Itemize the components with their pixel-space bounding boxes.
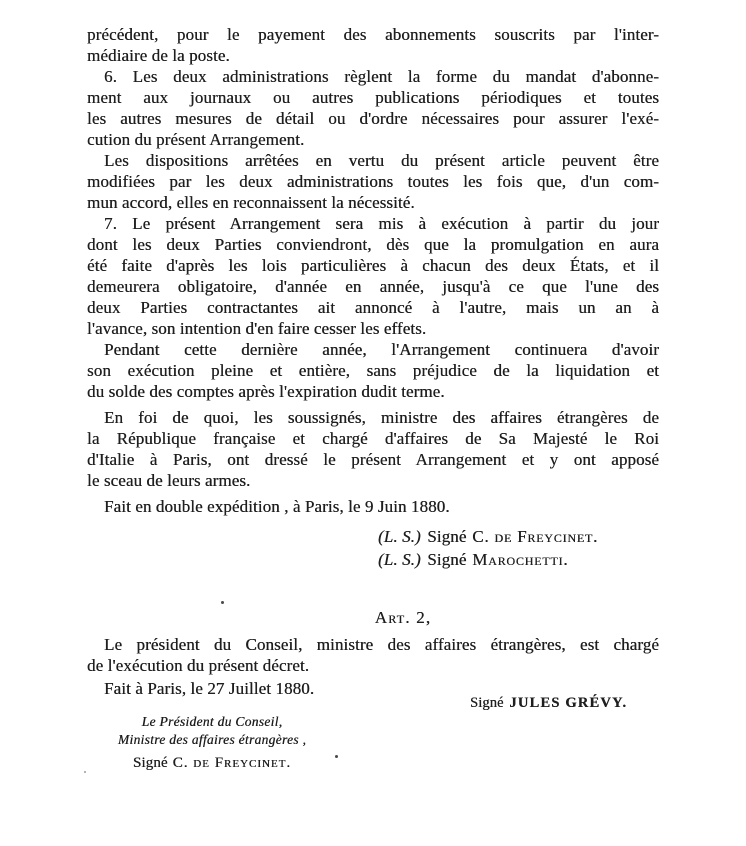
signe-label: Signé (427, 527, 467, 546)
signatory-name: JULES GRÉVY. (509, 695, 628, 711)
text-line: l'avance, son intention d'en faire cesser les effets. (87, 319, 427, 338)
signature-freycinet-seal (378, 526, 659, 549)
text-line: précédent, pour le payement des abonnements souscrits par l'inter- (87, 25, 659, 44)
text-line: mun accord, elles en reconnaissent la nécessité. (87, 193, 415, 212)
text-line: 6. Les deux administrations règlent la forme du mandat d'abonne- (104, 67, 659, 86)
text-line: le sceau de leurs armes. (87, 471, 251, 490)
text-line: 7. Le présent Arrangement sera mis à exécution à partir du jour (104, 214, 659, 233)
text-line: Pendant cette dernière année, l'Arrangement continuera d'avoir (104, 340, 659, 359)
text-line: En foi de quoi, les soussignés, ministre des affaires étrangères de (104, 408, 659, 427)
text-line: les autres mesures de détail ou d'ordre nécessaires pour assurer l'exé- (87, 109, 659, 128)
text-line: dont les deux Parties conviendront, dès que la promulgation en aura (87, 235, 659, 254)
seal-signatures (87, 526, 659, 571)
text-line: Fait en double expédition , à Paris, le 9 Juin 1880. (104, 497, 450, 516)
signature-marochetti-seal (378, 549, 659, 572)
section-decree-body (87, 634, 659, 699)
text-line: deux Parties contractantes ait annoncé à l'autre, mais un an à (87, 298, 659, 317)
text-line: Le président du Conseil, ministre des affaires étrangères, est chargé (104, 635, 659, 654)
section-arrangement-body (87, 24, 659, 517)
seal-mark: (L. S.) (378, 549, 421, 569)
signe-label: Signé (427, 549, 467, 569)
text-line: de l'exécution du présent décret. (87, 656, 310, 675)
signe-label: Signé (470, 695, 504, 711)
seal-mark: (L. S.) (378, 527, 421, 546)
text-line: du solde des comptes après l'expiration dudit terme. (87, 382, 445, 401)
text-line: médiaire de la poste. (87, 46, 230, 65)
article-2-heading: Art. 2, (374, 608, 432, 627)
minister-title-line: Le Président du Conseil, (141, 714, 283, 729)
text-line: d'Italie à Paris, ont dressé le présent Arrangement et y ont apposé (87, 450, 659, 469)
text-line: ment aux journaux ou autres publications périodiques et toutes (87, 88, 659, 107)
signatory-name: C. de Freycinet. (472, 527, 599, 546)
scan-speck (84, 771, 86, 773)
text-line: la République française et chargé d'affaires de Sa Majesté le Roi (87, 429, 659, 448)
scan-speck (335, 755, 338, 758)
text-line: son exécution pleine et entière, sans préjudice de la liquidation et (87, 361, 659, 380)
text-line: Fait à Paris, le 27 Juillet 1880. (104, 679, 315, 698)
text-line: Les dispositions arrêtées en vertu du présent article peuvent être (104, 151, 659, 170)
text-line: été faite d'après les lois particulières à chacun des deux États, et il (87, 256, 659, 275)
signatory-name: C. de Freycinet. (172, 755, 292, 771)
scan-speck (221, 601, 224, 604)
text-line: cution du présent Arrangement. (87, 130, 305, 149)
text-line: demeurera obligatoire, d'année en année, jusqu'à ce que l'une des (87, 277, 659, 296)
signature-freycinet-countersign (87, 754, 337, 773)
minister-signature-block (87, 713, 337, 773)
document-text (87, 24, 659, 773)
minister-title-line: Ministre des affaires étrangères , (117, 732, 307, 747)
signatory-name: Marochetti. (472, 549, 569, 569)
signe-label: Signé (132, 755, 168, 771)
text-line: modifiées par les deux administrations toutes les fois que, d'un com- (87, 172, 659, 191)
